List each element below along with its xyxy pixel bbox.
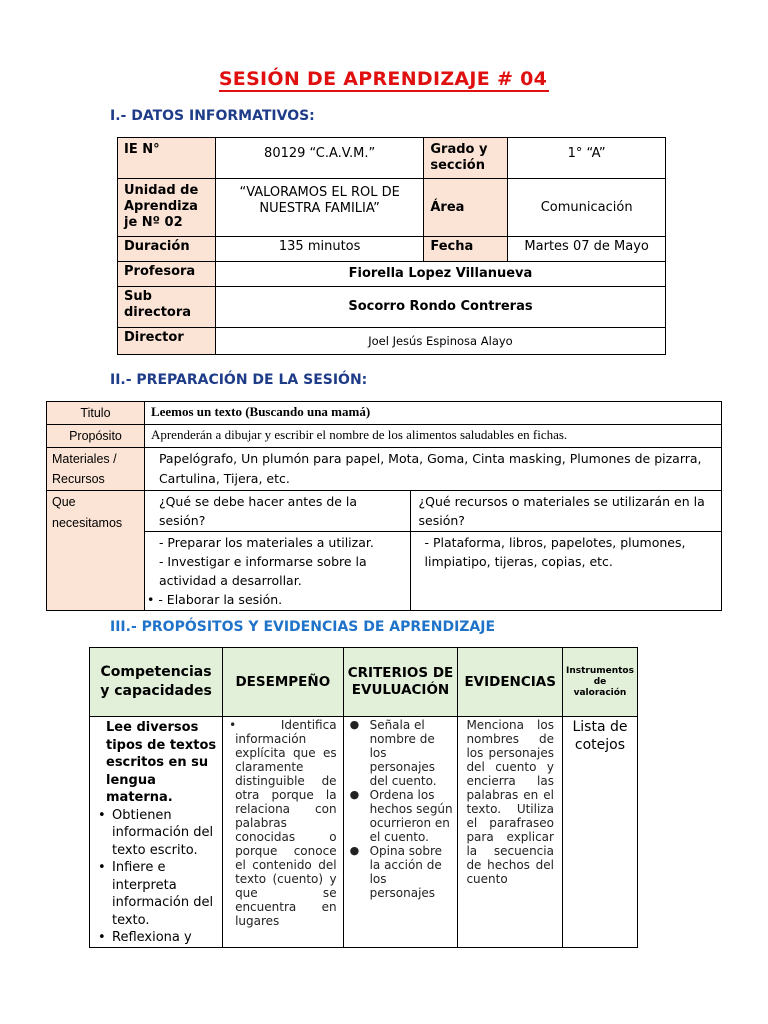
capacidad-item: • Obtienen información del texto escrito. — [94, 807, 218, 860]
competencias-cell — [90, 717, 223, 948]
area-label: Área — [424, 179, 508, 237]
header-evidencias: EVIDENCIAS — [458, 648, 563, 717]
criterios-cell — [343, 717, 458, 948]
propositos-table — [89, 647, 638, 948]
question-recursos: ¿Qué recursos o materiales se utilizarán en la sesión? — [410, 491, 721, 532]
proposito-label: Propósito — [47, 425, 145, 448]
director-label: Director — [118, 328, 216, 355]
criterio-item: ● Señala el nombre de los personajes del cuento. — [348, 718, 454, 788]
section-heading-datos: I.- DATOS INFORMATIVOS: — [110, 108, 315, 124]
preparacion-table — [46, 401, 722, 611]
capacidad-item: • Infiere e interpreta información del texto. — [94, 859, 218, 929]
question-antes: ¿Qué se debe hacer antes de la sesión? — [144, 491, 410, 532]
header-criterios: CRITERIOS DE EVULUACIÓN — [343, 648, 458, 717]
capacidades-list — [94, 807, 218, 947]
recursos-value: - Plataforma, libros, papelotes, plumones, limpiatipo, tijeras, copias, etc. — [410, 532, 721, 611]
proposito-value: Aprenderán a dibujar y escribir el nombre de los alimentos saludables en fichas. — [144, 425, 721, 448]
subdirectora-value: Socorro Rondo Contreras — [215, 287, 665, 328]
unidad-value: “VALORAMOS EL ROL DE NUESTRA FAMILIA” — [215, 179, 423, 237]
profesora-value: Fiorella Lopez Villanueva — [215, 262, 665, 287]
subdirectora-label: Sub directora — [118, 287, 216, 328]
grado-value: 1° “A” — [508, 138, 666, 179]
header-desempeno: DESEMPEÑO — [223, 648, 344, 717]
desempeno-cell: • Identifica información explícita que es claramente distinguible de otra porque la relaciona con palabras conocidas o porque conoce el contenido del texto (cuento) y que se encuentra en lugares — [223, 717, 344, 948]
que-necesitamos-label: Que necesitamos — [47, 491, 145, 611]
director-value: Joel Jesús Espinosa Alayo — [215, 328, 665, 355]
area-value: Comunicación — [508, 179, 666, 237]
section-heading-preparacion: II.- PREPARACIÓN DE LA SESIÓN: — [110, 372, 368, 388]
antes-list-cell — [144, 532, 410, 611]
evidencias-cell: Menciona los nombres de los personajes del cuento y encierra las palabras en el texto. Utiliza el parafraseo para explicar la secuencia de hechos del cuento — [458, 717, 563, 948]
instrumentos-cell: Lista de cotejos — [562, 717, 637, 948]
page-title: SESIÓN DE APRENDIZAJE # 04 — [218, 68, 548, 90]
header-instrumentos: Instrumentos de valoración — [562, 648, 637, 717]
ie-label: IE N° — [118, 138, 216, 179]
section-heading-propositos: III.- PROPÓSITOS Y EVIDENCIAS DE APRENDIZAJE — [110, 619, 496, 635]
titulo-value: Leemos un texto (Buscando una mamá) — [144, 402, 721, 425]
titulo-label: Titulo — [47, 402, 145, 425]
duracion-label: Duración — [118, 237, 216, 262]
header-competencias: Competencias y capacidades — [90, 648, 223, 717]
antes-item: • - Elaborar la sesión. — [146, 592, 283, 607]
fecha-value: Martes 07 de Mayo — [508, 237, 666, 262]
antes-item: - Investigar e informarse sobre la actividad a desarrollar. — [158, 554, 367, 588]
ie-value: 80129 “C.A.V.M.” — [215, 138, 423, 179]
unidad-label: Unidad de Aprendiza je Nº 02 — [118, 179, 216, 237]
criterio-item: ● Opina sobre la acción de los personajes — [348, 844, 454, 900]
capacidad-item: • Reflexiona y — [94, 929, 218, 947]
profesora-label: Profesora — [118, 262, 216, 287]
duracion-value: 135 minutos — [215, 237, 423, 262]
antes-item: - Preparar los materiales a utilizar. — [158, 535, 374, 550]
datos-informativos-table — [117, 137, 666, 355]
criterios-list — [348, 718, 454, 900]
materiales-value: Papelógrafo, Un plumón para papel, Mota, Goma, Cinta masking, Plumones de pizarra, Cartulina, Tijera, etc. — [144, 448, 721, 491]
competencia-title: Lee diversos tipos de textos escritos en su lengua materna. — [106, 720, 217, 805]
fecha-label: Fecha — [424, 237, 508, 262]
desempeno-text: Identifica información explícita que es claramente distinguible de otra porque la relaciona con palabras conocidas o porque conoce el contenido del texto (cuento) y que se encuentra en lugares — [235, 718, 337, 928]
grado-label: Grado y sección — [424, 138, 508, 179]
criterio-item: ● Ordena los hechos según ocurrieron en el cuento. — [348, 788, 454, 844]
materiales-label: Materiales / Recursos — [47, 448, 145, 491]
